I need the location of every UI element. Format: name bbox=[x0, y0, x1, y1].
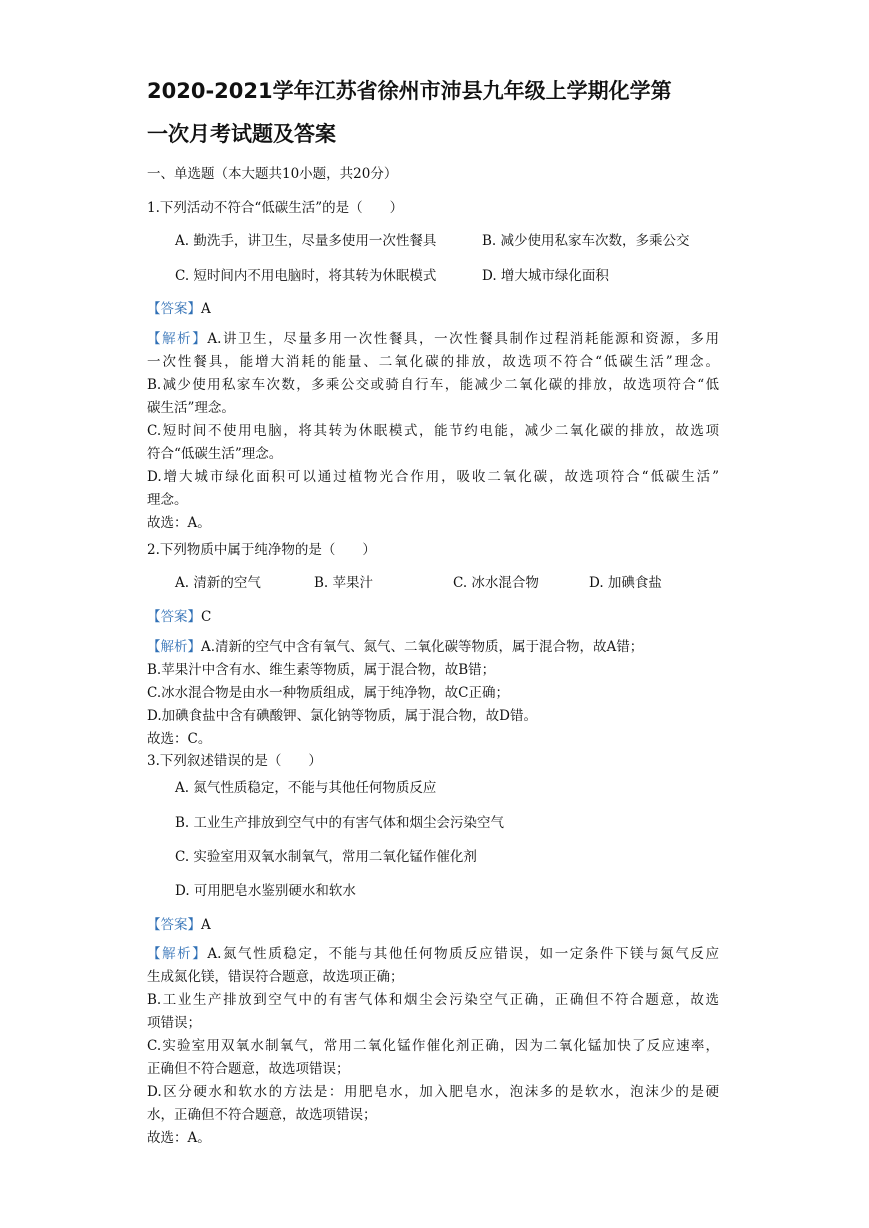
q3-analysis-line: 【解析】A.氮气性质稳定，不能与其他任何物质反应错误，如一定条件下镁与氮气反应 bbox=[147, 946, 720, 962]
q3-option-c: C. 实验室用双氧水制氧气，常用二氧化锰作催化剂 bbox=[175, 849, 477, 865]
q1-option-b: B. 减少使用私家车次数，多乘公交 bbox=[482, 233, 690, 249]
section-heading: 一、单选题（本大题共10小题，共20分） bbox=[147, 166, 398, 182]
q1-option-d: D. 增大城市绿化面积 bbox=[482, 268, 609, 284]
q2-conclusion: 故选：C。 bbox=[147, 731, 212, 747]
q1-conclusion: 故选：A。 bbox=[147, 515, 211, 531]
answer-tag: 【答案】 bbox=[147, 917, 201, 933]
q2-analysis-line: B.苹果汁中含有水、维生素等物质，属于混合物，故B错； bbox=[147, 662, 496, 678]
analysis-tag: 【解析】 bbox=[147, 946, 208, 962]
analysis-tag: 【解析】 bbox=[147, 639, 201, 655]
q3-analysis-line: 项错误； bbox=[147, 1015, 201, 1031]
q3-analysis-line: C.实验室用双氧水制氧气，常用二氧化锰作催化剂正确，因为二氧化锰加快了反应速率， bbox=[147, 1038, 719, 1054]
q1-answer bbox=[147, 298, 737, 320]
q2-answer bbox=[147, 606, 737, 628]
q1-analysis-line: B.减少使用私家车次数，多乘公交或骑自行车，能减少二氧化碳的排放，故选项符合“低 bbox=[147, 377, 719, 393]
document-title-line-2: 一次月考试题及答案 bbox=[147, 122, 336, 146]
q1-analysis-line: D.增大城市绿化面积可以通过植物光合作用，吸收二氧化碳，故选项符合“低碳生活” bbox=[147, 469, 719, 485]
q2-stem: 2.下列物质中属于纯净物的是（ ） bbox=[147, 542, 376, 558]
q1-analysis-line: 碳生活”理念。 bbox=[147, 400, 235, 416]
q1-option-a: A. 勤洗手，讲卫生，尽量多使用一次性餐具 bbox=[175, 233, 437, 249]
q3-option-b: B. 工业生产排放到空气中的有害气体和烟尘会污染空气 bbox=[175, 815, 505, 831]
answer-value: A bbox=[201, 917, 211, 933]
analysis-tag: 【解析】 bbox=[147, 331, 208, 347]
q2-option-b: B. 苹果汁 bbox=[314, 575, 374, 591]
answer-tag: 【答案】 bbox=[147, 301, 201, 317]
q3-conclusion: 故选：A。 bbox=[147, 1130, 211, 1146]
q2-analysis-line: D.加碘食盐中含有碘酸钾、氯化钠等物质，属于混合物，故D错。 bbox=[147, 708, 537, 724]
q2-option-a: A. 清新的空气 bbox=[175, 575, 261, 591]
q1-option-c: C. 短时间内不用电脑时，将其转为休眠模式 bbox=[175, 268, 437, 284]
q3-answer bbox=[147, 914, 737, 936]
answer-value: A bbox=[201, 301, 211, 317]
document-title-line-1: 2020-2021学年江苏省徐州市沛县九年级上学期化学第 bbox=[147, 79, 672, 103]
q3-stem: 3.下列叙述错误的是（ ） bbox=[147, 753, 322, 769]
answer-value: C bbox=[201, 609, 212, 625]
q3-analysis-line: 生成氮化镁，错误符合题意，故选项正确； bbox=[147, 969, 404, 985]
q1-analysis-line: 一次性餐具，能增大消耗的能量、二氧化碳的排放，故选项不符合“低碳生活”理念。 bbox=[147, 354, 719, 370]
q3-option-d: D. 可用肥皂水鉴别硬水和软水 bbox=[175, 883, 356, 899]
q1-analysis-line: 符合“低碳生活”理念。 bbox=[147, 446, 283, 462]
q3-analysis-line: 正确但不符合题意，故选项错误； bbox=[147, 1061, 350, 1077]
q1-analysis-line: 【解析】A.讲卫生，尽量多用一次性餐具，一次性餐具制作过程消耗能源和资源，多用 bbox=[147, 331, 720, 347]
q3-analysis-line: B.工业生产排放到空气中的有害气体和烟尘会污染空气正确，正确但不符合题意，故选 bbox=[147, 992, 719, 1008]
q3-option-a: A. 氮气性质稳定，不能与其他任何物质反应 bbox=[175, 780, 437, 796]
q1-stem: 1.下列活动不符合“低碳生活”的是（ ） bbox=[147, 200, 404, 216]
q2-analysis-line: 【解析】A.清新的空气中含有氧气、氮气、二氧化碳等物质，属于混合物，故A错； bbox=[147, 639, 644, 655]
q3-analysis-line: D.区分硬水和软水的方法是：用肥皂水，加入肥皂水，泡沫多的是软水，泡沫少的是硬 bbox=[147, 1084, 719, 1100]
q1-analysis-line: 理念。 bbox=[147, 492, 188, 508]
q1-analysis-line: C.短时间不使用电脑，将其转为休眠模式，能节约电能，减少二氧化碳的排放，故选项 bbox=[147, 423, 719, 439]
answer-tag: 【答案】 bbox=[147, 609, 201, 625]
q2-option-d: D. 加碘食盐 bbox=[589, 575, 662, 591]
q2-option-c: C. 冰水混合物 bbox=[453, 575, 539, 591]
q2-analysis-line: C.冰水混合物是由水一种物质组成，属于纯净物，故C正确； bbox=[147, 685, 509, 701]
q3-analysis-line: 水，正确但不符合题意，故选项错误； bbox=[147, 1107, 377, 1123]
